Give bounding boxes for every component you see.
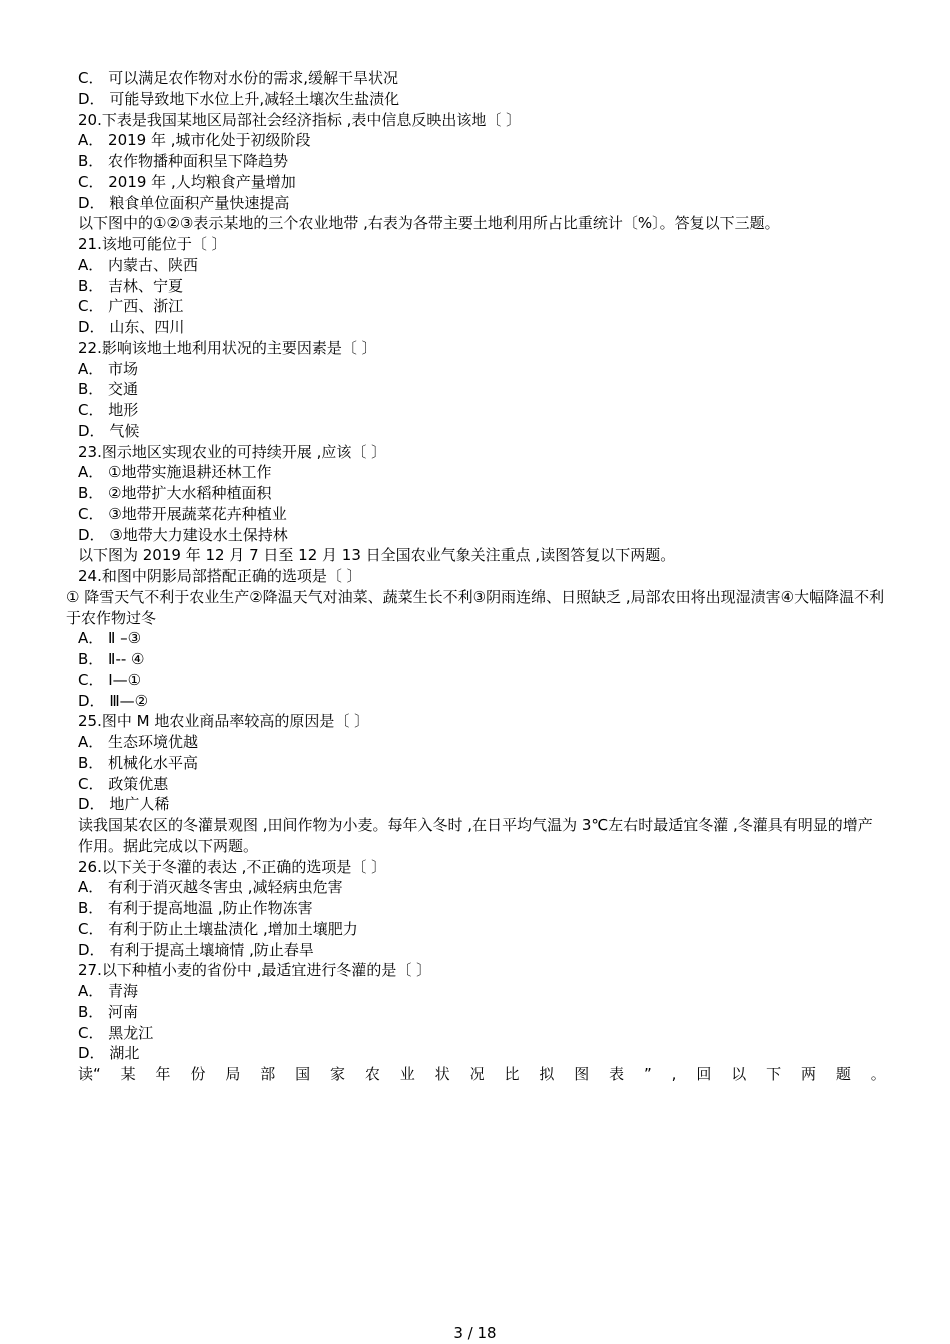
text-line: 20.下表是我国某地区局部社会经济指标 ,表中信息反映出该地〔 〕	[78, 110, 522, 129]
text-line: 26.以下关于冬灌的表达 ,不正确的选项是〔 〕	[78, 857, 387, 876]
text-line: B． Ⅱ-- ④	[78, 650, 145, 668]
text-line: 22.影响该地土地利用状况的主要因素是〔 〕	[78, 338, 377, 357]
text-line: D． 湖北	[78, 1044, 140, 1063]
text-line: B． 河南	[78, 1002, 139, 1021]
text-line: B． ②地带扩大水稻种植面积	[78, 484, 272, 502]
spread-char: 年	[155, 1065, 171, 1083]
text-line: 23.图示地区实现农业的可持续开展 ,应该〔 〕	[78, 442, 387, 461]
text-line: C． ③地带开展蔬菜花卉种植业	[78, 504, 287, 523]
spread-char: 下	[766, 1065, 782, 1083]
question-block-2	[78, 628, 886, 815]
spread-char: 份	[190, 1065, 206, 1083]
text-line: C． 黑龙江	[78, 1023, 154, 1042]
spread-char: 表	[609, 1065, 625, 1083]
last-line-spread-text	[78, 1064, 886, 1085]
spread-char: 以	[731, 1065, 747, 1083]
text-line: C． 有利于防止土壤盐渍化 ,增加土壤肥力	[78, 919, 358, 938]
spread-char: 业	[399, 1065, 415, 1083]
paragraph-q24-options-text: ① 降雪天气不利于农业生产②降温天气对油菜、蔬菜生长不利③阴雨连绵、日照缺乏 ,局部农田将出现湿渍害④大幅降温不利于农作物过冬	[66, 587, 885, 627]
text-line: 27.以下种植小麦的省份中 ,最适宜进行冬灌的是〔 〕	[78, 961, 432, 980]
text-line: A． 生态环境优越	[78, 733, 199, 751]
text-line: B． 吉林、宁夏	[78, 276, 184, 295]
text-line: D． 山东、四川	[78, 318, 185, 336]
text-line: C． 可以满足农作物对水份的需求,缓解干旱状况	[78, 69, 399, 87]
spread-char: 两	[801, 1065, 817, 1083]
spread-char: 读“	[78, 1065, 101, 1083]
text-line: B． 交通	[78, 380, 139, 399]
question-block-1	[78, 68, 886, 587]
spread-char: ”	[644, 1065, 652, 1083]
text-line: 以下图为 2019 年 12 月 7 日至 12 月 13 日全国农业气象关注重点 ,读图答复以下两题。	[78, 546, 676, 565]
spread-char: 局	[225, 1065, 241, 1083]
text-line: A． 内蒙古、陕西	[78, 255, 199, 274]
text-line: A． ①地带实施退耕还林工作	[78, 463, 272, 482]
spread-char: 某	[120, 1065, 136, 1083]
spread-char: 题	[835, 1065, 851, 1083]
text-line: B． 有利于提高地温 ,防止作物冻害	[78, 899, 313, 917]
text-line: 25.图中 M 地农业商品率较高的原因是〔 〕	[78, 712, 370, 731]
text-line: B． 机械化水平高	[78, 753, 199, 772]
text-line: C． 广西、浙江	[78, 297, 184, 316]
text-line: A． 市场	[78, 359, 139, 378]
spread-char: 图	[574, 1065, 590, 1083]
question-block-3	[78, 857, 886, 1065]
text-line: A． 2019 年 ,城市化处于初级阶段	[78, 131, 311, 150]
spread-char: 家	[330, 1065, 346, 1083]
spread-char: 部	[260, 1065, 276, 1083]
text-line: C． 2019 年 ,人均粮食产量增加	[78, 172, 296, 191]
page-number: 3 / 18	[453, 1324, 497, 1342]
text-line: A． 青海	[78, 982, 139, 1000]
text-line: A． Ⅱ –③	[78, 629, 142, 648]
spread-char: 国	[295, 1065, 311, 1083]
text-line: D． 有利于提高土壤墒情 ,防止春旱	[78, 940, 314, 959]
text-line: D． 气候	[78, 421, 140, 440]
text-line: 以下图中的①②③表示某地的三个农业地带 ,右表为各带主要土地利用所占比重统计〔%〕。答复以下三题。	[78, 214, 780, 233]
text-line: D． 可能导致地下水位上升,减轻土壤次生盐渍化	[78, 89, 400, 108]
spread-char: 比	[504, 1065, 520, 1083]
text-line: 21.该地可能位于〔 〕	[78, 235, 227, 253]
text-line: B． 农作物播种面积呈下降趋势	[78, 152, 289, 170]
text-line: A． 有利于消灭越冬害虫 ,减轻病虫危害	[78, 878, 343, 897]
text-line: C． Ⅰ—①	[78, 670, 142, 689]
paragraph-winter-irrigation: 读我国某农区的冬灌景观图 ,田间作物为小麦。每年入冬时 ,在日平均气温为 3℃左右时最适宜冬灌 ,冬灌具有明显的增产作用。据此完成以下两题。	[78, 816, 873, 855]
spread-char: 农	[364, 1065, 380, 1083]
spread-char: 回	[696, 1065, 712, 1083]
spread-char: 状	[434, 1065, 450, 1083]
spread-char: 拟	[539, 1065, 555, 1083]
text-line: C． 政策优惠	[78, 774, 169, 793]
spread-char: 况	[469, 1065, 485, 1083]
text-line: D． ③地带大力建设水土保持林	[78, 525, 288, 544]
text-line: 24.和图中阴影局部搭配正确的选项是〔 〕	[78, 567, 362, 585]
text-line: D． 粮食单位面积产量快速提高	[78, 193, 290, 212]
spread-char: ,	[671, 1065, 677, 1083]
page-content	[66, 68, 886, 1085]
spread-char: 。	[870, 1065, 886, 1083]
text-line: D． Ⅲ—②	[78, 691, 149, 710]
text-line: C． 地形	[78, 401, 139, 419]
text-line: D． 地广人稀	[78, 795, 170, 814]
